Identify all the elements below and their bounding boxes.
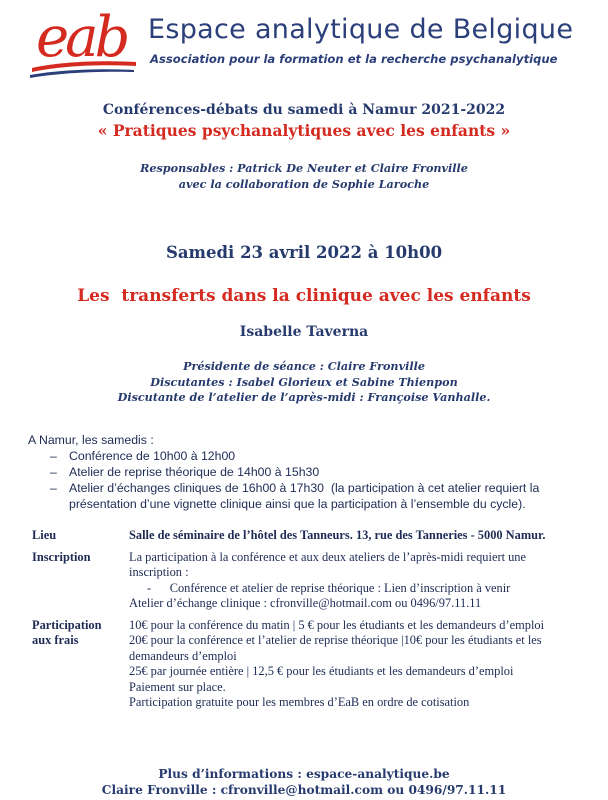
footer-contact — [0, 766, 608, 798]
frais-line: Participation gratuite pour les membres d’EaB en ordre de cotisation — [129, 695, 470, 709]
info-row-frais — [32, 618, 580, 711]
speaker-name: Isabelle Taverna — [239, 324, 369, 340]
eab-logo — [28, 4, 140, 82]
program-intro: A Namur, les samedis : — [28, 433, 154, 447]
discutante-atelier-line: Discutante de l’atelier de l’après-midi : Françoise Vanhalle. — [117, 390, 491, 404]
collaboration-line: avec la collaboration de Sophie Laroche — [178, 177, 430, 191]
lieu-label: Lieu — [32, 528, 57, 542]
frais-line: 20€ pour la conférence et l’atelier de reprise théorique |10€ pour les étudiants et les demandeurs d’emploi — [129, 633, 542, 663]
footer-contact-line: Claire Fronville : cfronville@hotmail.com ou 0496/97.11.11 — [101, 783, 507, 797]
footer-website-line: Plus d’informations : espace-analytique.be — [158, 767, 450, 781]
org-name: Espace analytique de Belgique — [148, 14, 574, 45]
info-row-lieu — [32, 528, 580, 544]
event-title: Les transferts dans la clinique avec les enfants — [77, 286, 531, 306]
discutantes-line: Discutantes : Isabel Glorieux et Sabine Thienpon — [150, 374, 458, 389]
series-title: « Pratiques psychanalytiques avec les enfants » — [97, 121, 511, 140]
program-item: – Atelier d’échanges cliniques de 16h00 à 17h30 (la participation à cet atelier requiert la présentation d’une vignette clinique ainsi que la participation à l’ensemble du cycle). — [54, 480, 588, 512]
inscription-value — [129, 550, 580, 612]
frais-line: 25€ par journée entière | 12,5 € pour les étudiants et les demandeurs d’emploi — [129, 664, 514, 678]
inscription-line: Atelier d’échange clinique : cfronville@hotmail.com ou 0496/97.11.11 — [129, 596, 482, 610]
info-row-inscription — [32, 550, 580, 612]
inscription-line: La participation à la conférence et aux deux ateliers de l’après-midi requiert une inscription : — [129, 549, 526, 579]
logo-text: eab — [36, 5, 127, 70]
event-date: Samedi 23 avril 2022 à 10h00 — [165, 243, 443, 262]
inscription-label: Inscription — [32, 549, 91, 564]
program-item: – Atelier de reprise théorique de 14h00 à 15h30 — [54, 464, 588, 480]
president-line: Présidente de séance : Claire Fronville — [183, 359, 425, 373]
program-list — [28, 448, 588, 512]
program-item: – Conférence de 10h00 à 12h00 — [54, 448, 588, 464]
frais-line: 10€ pour la conférence du matin | 5 € pour les étudiants et les demandeurs d’emploi — [129, 617, 545, 632]
frais-line: Paiement sur place. — [129, 679, 226, 694]
frais-label: Participation aux frais — [32, 617, 102, 647]
roles-block — [0, 359, 608, 406]
responsables-line: Responsables : Patrick De Neuter et Claire Fronville — [140, 161, 468, 175]
lieu-value: Salle de séminaire de l’hôtel des Tanneurs. 13, rue des Tanneries - 5000 Namur. — [129, 528, 546, 542]
responsables-block — [0, 160, 608, 192]
series-heading: Conférences-débats du samedi à Namur 2021-2022 — [102, 102, 506, 118]
info-table — [32, 528, 580, 717]
inscription-line: - Conférence et atelier de reprise théorique : Lien d’inscription à venir — [147, 580, 511, 595]
org-tagline: Association pour la formation et la recherche psychanalytique — [150, 52, 558, 66]
frais-value — [129, 618, 580, 711]
program-section — [28, 432, 588, 512]
